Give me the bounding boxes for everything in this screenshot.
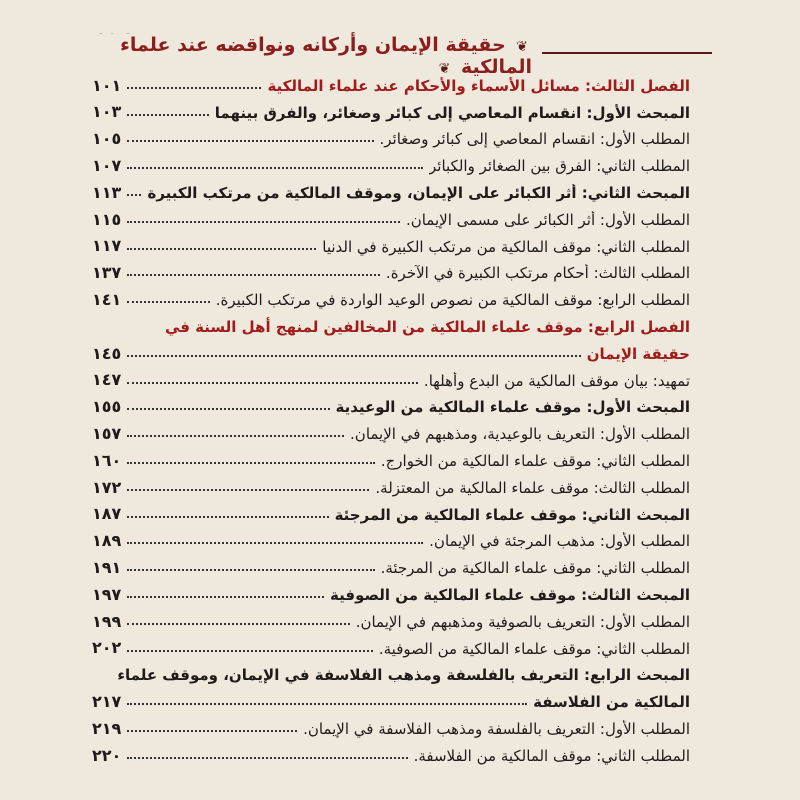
dot-leader xyxy=(127,355,580,357)
toc-entry-title: المبحث الثاني: أثر الكبائر على الإيمان، وموقف المالكية من مرتكب الكبيرة xyxy=(147,183,690,202)
toc-entry-page: ١٨٩ xyxy=(92,531,122,551)
toc-entry-page: ١٤١ xyxy=(92,289,122,309)
toc-entry xyxy=(92,202,690,229)
toc-entry-page: ١٠٥ xyxy=(92,129,122,149)
toc-entry xyxy=(92,684,690,711)
dot-leader xyxy=(127,301,209,303)
toc-entry xyxy=(92,95,690,122)
toc-entry xyxy=(92,738,690,765)
toc-entry-page: ١٩٧ xyxy=(92,584,122,604)
dot-leader xyxy=(127,489,369,491)
ornament-icon: ❦ xyxy=(516,39,528,55)
toc-entry xyxy=(92,497,690,524)
toc-entry-page: ١٤٧ xyxy=(92,370,122,390)
table-of-contents xyxy=(92,68,690,765)
toc-entry xyxy=(92,390,690,417)
toc-entry-title: المطلب الأول: التعريف بالوعيدية، ومذهبهم في الإيمان. xyxy=(350,425,690,444)
toc-entry-title: المطلب الثاني: موقف علماء المالكية من الخوارج. xyxy=(380,451,690,470)
toc-entry xyxy=(92,122,690,149)
toc-entry-page: ١٩٩ xyxy=(92,611,122,631)
dot-leader xyxy=(127,114,209,116)
toc-entry-title: المبحث الثاني: موقف علماء المالكية من المرجئة xyxy=(334,505,690,524)
toc-entry xyxy=(92,711,690,738)
toc-entry-title: المالكية من الفلاسفة xyxy=(533,693,690,712)
toc-entry xyxy=(92,550,690,577)
dot-leader xyxy=(127,221,400,223)
toc-entry-title: الفصل الثالث: مسائل الأسماء والأحكام عند علماء المالكية xyxy=(267,76,690,95)
dot-leader xyxy=(127,382,418,384)
toc-entry-page: ٢١٧ xyxy=(92,691,122,711)
running-title: حقيقة الإيمان وأركانه ونواقضه عند علماء المالكية xyxy=(120,34,532,78)
dot-leader xyxy=(127,650,373,652)
toc-entry-page: ٢٢٠ xyxy=(92,745,122,765)
toc-entry-page: ١١٥ xyxy=(92,209,122,229)
toc-entry-page: ١٧٢ xyxy=(92,477,122,497)
toc-entry-page: ١١٣ xyxy=(92,182,122,202)
dot-leader xyxy=(127,248,316,250)
toc-entry xyxy=(92,336,690,363)
dot-leader xyxy=(127,623,349,625)
toc-entry xyxy=(92,363,690,390)
dot-leader xyxy=(127,730,297,732)
running-header xyxy=(88,34,712,78)
toc-entry-page: ١١٧ xyxy=(92,236,122,256)
toc-entry-title: حقيقة الإيمان xyxy=(586,344,690,363)
toc-entry-title: المبحث الأول: انقسام المعاصي إلى كبائر وصغائر، والفرق بينهما xyxy=(214,103,690,122)
toc-entry-title: المطلب الثاني: موقف علماء المالكية من المرجئة. xyxy=(380,559,690,578)
toc-entry xyxy=(92,229,690,256)
toc-entry-page: ٢١٩ xyxy=(92,718,122,738)
dot-leader xyxy=(127,516,328,518)
dot-leader xyxy=(127,757,407,759)
toc-entry xyxy=(92,416,690,443)
toc-entry-page: ١٥٥ xyxy=(92,397,122,417)
dot-leader xyxy=(127,87,261,89)
dot-leader xyxy=(127,542,423,544)
ornament-icon: ❦ xyxy=(438,61,451,77)
dot-leader xyxy=(127,462,375,464)
toc-entry xyxy=(92,282,690,309)
toc-entry-title: المبحث الثالث: موقف علماء المالكية من الصوفية xyxy=(330,585,690,604)
toc-entry-page: ١٩١ xyxy=(92,557,122,577)
toc-entry xyxy=(92,175,690,202)
toc-entry-title: المطلب الرابع: موقف المالكية من نصوص الوعيد الواردة في مرتكب الكبيرة. xyxy=(215,291,690,310)
toc-entry-title: المطلب الثاني: موقف المالكية من مرتكب الكبيرة في الدنيا xyxy=(322,237,690,256)
toc-entry-title: المطلب الثاني: موقف المالكية من الفلاسفة. xyxy=(413,746,690,765)
dot-leader xyxy=(127,435,344,437)
toc-entry-title: المطلب الثاني: موقف علماء المالكية من الصوفية. xyxy=(378,639,690,658)
toc-entry xyxy=(92,309,690,336)
dot-leader xyxy=(127,569,374,571)
toc-entry-title: المطلب الثالث: موقف علماء المالكية من المعتزلة. xyxy=(375,478,690,497)
toc-entry xyxy=(92,256,690,283)
toc-entry xyxy=(92,604,690,631)
toc-entry xyxy=(92,524,690,551)
toc-entry-page: ١٠٣ xyxy=(92,102,122,122)
dot-leader xyxy=(127,274,380,276)
toc-entry-title: المطلب الأول: مذهب المرجئة في الإيمان. xyxy=(429,532,690,551)
dot-leader xyxy=(127,703,527,705)
toc-entry-title: تمهيد: بيان موقف المالكية من البدع وأهلها. xyxy=(423,371,690,390)
dot-leader xyxy=(127,194,141,196)
toc-entry-page: ١٦٠ xyxy=(92,450,122,470)
toc-entry xyxy=(92,443,690,470)
toc-entry-title: المبحث الأول: موقف علماء المالكية من الوعيدية xyxy=(335,398,690,417)
dot-leader xyxy=(127,408,329,410)
toc-entry-page: ١٤٥ xyxy=(92,343,122,363)
dot-leader xyxy=(127,167,423,169)
toc-entry xyxy=(92,631,690,658)
toc-entry-page: ٢٠٢ xyxy=(92,638,122,658)
toc-entry-title: المطلب الأول: التعريف بالصوفية ومذهبهم في الإيمان. xyxy=(355,612,690,631)
toc-entry xyxy=(92,658,690,685)
toc-entry-title: الفصل الرابع: موقف علماء المالكية من المخالفين لمنهج أهل السنة في xyxy=(164,317,690,336)
toc-entry-page: ١٥٧ xyxy=(92,423,122,443)
toc-entry-title: المطلب الثالث: أحكام مرتكب الكبيرة في الآخرة. xyxy=(385,264,690,283)
dot-leader xyxy=(127,596,324,598)
toc-entry-title: المطلب الأول: التعريف بالفلسفة ومذهب الفلاسفة في الإيمان. xyxy=(303,719,690,738)
toc-entry-title: المطلب الأول: انقسام المعاصي إلى كبائر وصغائر. xyxy=(379,130,690,149)
toc-entry-page: ١٠١ xyxy=(92,75,122,95)
toc-entry xyxy=(92,148,690,175)
toc-entry xyxy=(92,577,690,604)
toc-entry xyxy=(92,68,690,95)
toc-entry-page: ١٣٧ xyxy=(92,263,122,283)
toc-entry xyxy=(92,470,690,497)
toc-entry-title: المطلب الأول: أثر الكبائر على مسمى الإيمان. xyxy=(405,210,690,229)
toc-entry-page: ١٠٧ xyxy=(92,156,122,175)
toc-entry-page: ١٨٧ xyxy=(92,504,122,524)
toc-entry-title: المبحث الرابع: التعريف بالفلسفة ومذهب الفلاسفة في الإيمان، وموقف علماء xyxy=(117,666,690,685)
toc-entry-title: المطلب الثاني: الفرق بين الصغائر والكبائر xyxy=(429,157,690,176)
dot-leader xyxy=(127,140,373,142)
